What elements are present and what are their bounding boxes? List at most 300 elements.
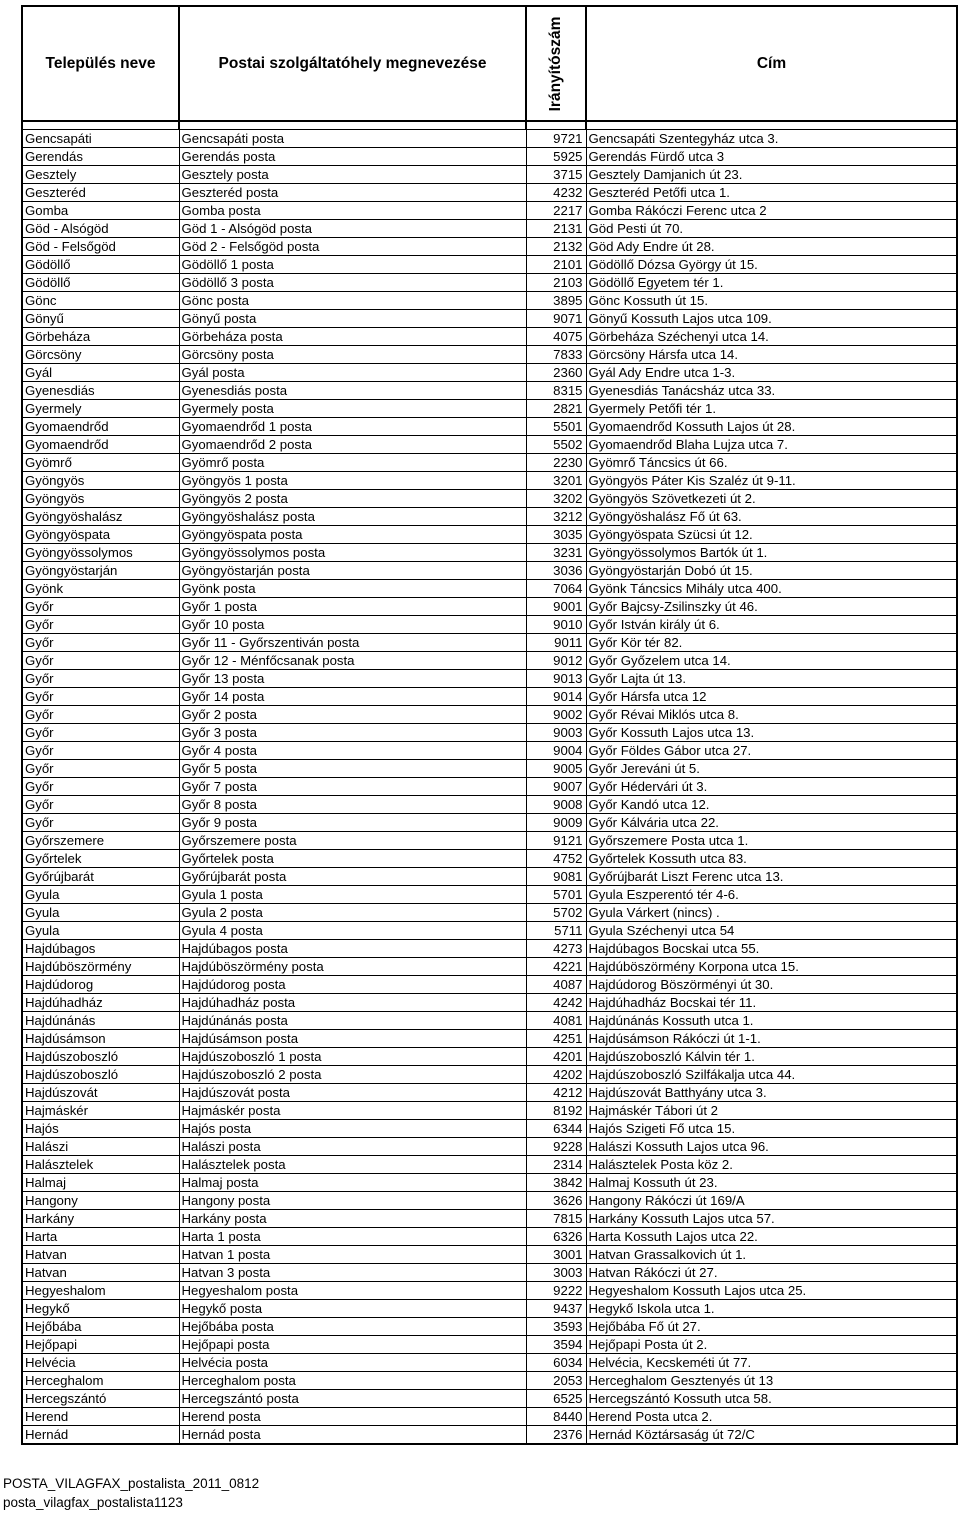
settlement-cell: Harkány (22, 1210, 179, 1228)
settlement-cell: Győr (22, 634, 179, 652)
postal-code-cell: 7833 (526, 346, 586, 364)
service-point-cell: Halásztelek posta (179, 1156, 526, 1174)
postal-code-cell: 2376 (526, 1426, 586, 1445)
address-cell: Győr Hársfa utca 12 (586, 688, 957, 706)
service-point-cell: Hangony posta (179, 1192, 526, 1210)
settlement-cell: Győrtelek (22, 850, 179, 868)
table-row (22, 1336, 957, 1354)
postal-code-cell: 2314 (526, 1156, 586, 1174)
settlement-cell: Helvécia (22, 1354, 179, 1372)
settlement-cell: Gomba (22, 202, 179, 220)
postal-code-cell: 3231 (526, 544, 586, 562)
postal-code-cell: 9081 (526, 868, 586, 886)
table-row (22, 760, 957, 778)
address-cell: Gyöngyöshalász Fő út 63. (586, 508, 957, 526)
settlement-cell: Gyermely (22, 400, 179, 418)
service-point-cell: Hajós posta (179, 1120, 526, 1138)
table-row (22, 1174, 957, 1192)
service-point-cell: Gyöngyös 2 posta (179, 490, 526, 508)
service-point-cell: Hajdúsámson posta (179, 1030, 526, 1048)
postal-code-cell: 3593 (526, 1318, 586, 1336)
postal-code-cell: 9014 (526, 688, 586, 706)
header-settlement-name: Település neve (22, 6, 179, 121)
settlement-cell: Gyönk (22, 580, 179, 598)
table-row (22, 598, 957, 616)
postal-code-cell: 4752 (526, 850, 586, 868)
settlement-cell: Gyál (22, 364, 179, 382)
settlement-cell: Győr (22, 652, 179, 670)
settlement-cell: Görcsöny (22, 346, 179, 364)
address-cell: Győr István király út 6. (586, 616, 957, 634)
postal-code-cell: 4251 (526, 1030, 586, 1048)
table-row (22, 1012, 957, 1030)
settlement-cell: Gyöngyöshalász (22, 508, 179, 526)
table-row (22, 580, 957, 598)
address-cell: Hejőpapi Posta út 2. (586, 1336, 957, 1354)
service-point-cell: Gyomaendrőd 1 posta (179, 418, 526, 436)
table-row (22, 1084, 957, 1102)
postal-code-cell: 9222 (526, 1282, 586, 1300)
settlement-cell: Halászi (22, 1138, 179, 1156)
address-cell: Hatvan Rákóczi út 27. (586, 1264, 957, 1282)
table-row (22, 724, 957, 742)
header-postal-code (526, 6, 586, 121)
service-point-cell: Hajdúnánás posta (179, 1012, 526, 1030)
address-cell: Gyöngyös Szövetkezeti út 2. (586, 490, 957, 508)
settlement-cell: Hajdúböszörmény (22, 958, 179, 976)
service-point-cell: Győr 4 posta (179, 742, 526, 760)
table-row (22, 1372, 957, 1390)
postal-code-cell: 4201 (526, 1048, 586, 1066)
settlement-cell: Hegyeshalom (22, 1282, 179, 1300)
settlement-cell: Herceghalom (22, 1372, 179, 1390)
settlement-cell: Győr (22, 724, 179, 742)
settlement-cell: Gönc (22, 292, 179, 310)
service-point-cell: Görcsöny posta (179, 346, 526, 364)
settlement-cell: Hajdúdorog (22, 976, 179, 994)
settlement-cell: Gyomaendrőd (22, 436, 179, 454)
address-cell: Győr Révai Miklós utca 8. (586, 706, 957, 724)
address-cell: Gencsapáti Szentegyház utca 3. (586, 130, 957, 148)
service-point-cell: Gyenesdiás posta (179, 382, 526, 400)
settlement-cell: Hajós (22, 1120, 179, 1138)
table-row (22, 526, 957, 544)
settlement-cell: Győr (22, 760, 179, 778)
service-point-cell: Hajmáskér posta (179, 1102, 526, 1120)
postal-code-cell: 3895 (526, 292, 586, 310)
settlement-cell: Győrújbarát (22, 868, 179, 886)
post-office-sheet (21, 5, 956, 1445)
settlement-cell: Hatvan (22, 1246, 179, 1264)
address-cell: Herceghalom Gesztenyés út 13 (586, 1372, 957, 1390)
postal-code-cell: 9005 (526, 760, 586, 778)
settlement-cell: Győr (22, 670, 179, 688)
table-row (22, 292, 957, 310)
table-row (22, 1426, 957, 1445)
table-row (22, 310, 957, 328)
service-point-cell: Herend posta (179, 1408, 526, 1426)
settlement-cell: Hajmáskér (22, 1102, 179, 1120)
table-row (22, 1282, 957, 1300)
settlement-cell: Gerendás (22, 148, 179, 166)
postal-code-cell: 6034 (526, 1354, 586, 1372)
settlement-cell: Gyöngyöspata (22, 526, 179, 544)
settlement-cell: Gyöngyös (22, 490, 179, 508)
service-point-cell: Gencsapáti posta (179, 130, 526, 148)
service-point-cell: Halászi posta (179, 1138, 526, 1156)
service-point-cell: Hajdúszovát posta (179, 1084, 526, 1102)
address-cell: Győrtelek Kossuth utca 83. (586, 850, 957, 868)
table-row (22, 1048, 957, 1066)
table-row (22, 166, 957, 184)
table-row (22, 742, 957, 760)
service-point-cell: Geszteréd posta (179, 184, 526, 202)
postal-code-cell: 7064 (526, 580, 586, 598)
address-cell: Hajdúnánás Kossuth utca 1. (586, 1012, 957, 1030)
table-row (22, 562, 957, 580)
service-point-cell: Gyönk posta (179, 580, 526, 598)
postal-code-cell: 9437 (526, 1300, 586, 1318)
settlement-cell: Gödöllő (22, 256, 179, 274)
settlement-cell: Hajdúhadház (22, 994, 179, 1012)
address-cell: Gyula Széchenyi utca 54 (586, 922, 957, 940)
table-row (22, 544, 957, 562)
address-cell: Hernád Köztársaság út 72/C (586, 1426, 957, 1445)
postal-code-cell: 5711 (526, 922, 586, 940)
address-cell: Győr Földes Gábor utca 27. (586, 742, 957, 760)
service-point-cell: Harta 1 posta (179, 1228, 526, 1246)
postal-code-cell: 2217 (526, 202, 586, 220)
address-cell: Görbeháza Széchenyi utca 14. (586, 328, 957, 346)
service-point-cell: Hatvan 1 posta (179, 1246, 526, 1264)
table-row (22, 1318, 957, 1336)
table-row (22, 508, 957, 526)
address-cell: Herend Posta utca 2. (586, 1408, 957, 1426)
settlement-cell: Gönyű (22, 310, 179, 328)
table-row (22, 490, 957, 508)
postal-code-cell: 2821 (526, 400, 586, 418)
address-cell: Gyömrő Táncsics út 66. (586, 454, 957, 472)
service-point-cell: Hernád posta (179, 1426, 526, 1445)
postal-code-cell: 9013 (526, 670, 586, 688)
footer-line-1: POSTA_VILAGFAX_postalista_2011_0812 (3, 1476, 260, 1491)
settlement-cell: Hajdúszoboszló (22, 1048, 179, 1066)
postal-code-cell: 2360 (526, 364, 586, 382)
settlement-cell: Halmaj (22, 1174, 179, 1192)
address-cell: Gyönk Táncsics Mihály utca 400. (586, 580, 957, 598)
settlement-cell: Győr (22, 796, 179, 814)
address-cell: Hangony Rákóczi út 169/A (586, 1192, 957, 1210)
table-row (22, 418, 957, 436)
settlement-cell: Hajdúsámson (22, 1030, 179, 1048)
service-point-cell: Gomba posta (179, 202, 526, 220)
table-row (22, 814, 957, 832)
address-cell: Hajdúböszörmény Korpona utca 15. (586, 958, 957, 976)
postal-code-cell: 3001 (526, 1246, 586, 1264)
table-row (22, 778, 957, 796)
table-row (22, 868, 957, 886)
table-body (22, 121, 957, 1444)
service-point-cell: Gesztely posta (179, 166, 526, 184)
postal-code-cell: 8192 (526, 1102, 586, 1120)
settlement-cell: Gesztely (22, 166, 179, 184)
postal-code-cell: 9009 (526, 814, 586, 832)
table-row (22, 274, 957, 292)
postal-code-cell: 3003 (526, 1264, 586, 1282)
postal-code-cell: 2131 (526, 220, 586, 238)
table-row (22, 832, 957, 850)
settlement-cell: Hajdúnánás (22, 1012, 179, 1030)
postal-code-cell: 4212 (526, 1084, 586, 1102)
table-row (22, 382, 957, 400)
service-point-cell: Hajdúszoboszló 2 posta (179, 1066, 526, 1084)
service-point-cell: Hejőbába posta (179, 1318, 526, 1336)
address-cell: Hajmáskér Tábori út 2 (586, 1102, 957, 1120)
postal-code-cell: 4232 (526, 184, 586, 202)
postal-code-cell: 9003 (526, 724, 586, 742)
postal-code-cell: 6326 (526, 1228, 586, 1246)
service-point-cell: Győrszemere posta (179, 832, 526, 850)
postal-code-cell: 4202 (526, 1066, 586, 1084)
table-row (22, 1228, 957, 1246)
address-cell: Győr Hédervári út 3. (586, 778, 957, 796)
service-point-cell: Görbeháza posta (179, 328, 526, 346)
table-row (22, 220, 957, 238)
service-point-cell: Göd 1 - Alsógöd posta (179, 220, 526, 238)
table-row (22, 148, 957, 166)
table-row (22, 202, 957, 220)
service-point-cell: Hatvan 3 posta (179, 1264, 526, 1282)
address-cell: Göd Ady Endre út 28. (586, 238, 957, 256)
postal-code-cell: 8440 (526, 1408, 586, 1426)
table-row (22, 922, 957, 940)
footer-line-2: posta_vilagfax_postalista1123 (3, 1495, 183, 1510)
address-cell: Győr Kandó utca 12. (586, 796, 957, 814)
table-row (22, 184, 957, 202)
table-row (22, 1156, 957, 1174)
service-point-cell: Gyöngyös 1 posta (179, 472, 526, 490)
address-cell: Hegyeshalom Kossuth Lajos utca 25. (586, 1282, 957, 1300)
service-point-cell: Gyomaendrőd 2 posta (179, 436, 526, 454)
postal-code-cell: 9007 (526, 778, 586, 796)
service-point-cell: Hercegszántó posta (179, 1390, 526, 1408)
settlement-cell: Hajdúszoboszló (22, 1066, 179, 1084)
address-cell: Hajdúszoboszló Szilfákalja utca 44. (586, 1066, 957, 1084)
postal-code-cell: 3842 (526, 1174, 586, 1192)
table-row (22, 1210, 957, 1228)
table-row (22, 886, 957, 904)
table-row (22, 670, 957, 688)
settlement-cell: Hajdúbagos (22, 940, 179, 958)
table-row (22, 1030, 957, 1048)
service-point-cell: Gönyű posta (179, 310, 526, 328)
postal-code-cell: 9071 (526, 310, 586, 328)
table-row (22, 976, 957, 994)
settlement-cell: Győr (22, 778, 179, 796)
address-cell: Gyula Várkert (nincs) . (586, 904, 957, 922)
table-row (22, 1138, 957, 1156)
postal-code-cell: 2103 (526, 274, 586, 292)
address-cell: Győrújbarát Liszt Ferenc utca 13. (586, 868, 957, 886)
service-point-cell: Gyál posta (179, 364, 526, 382)
settlement-cell: Győr (22, 814, 179, 832)
address-cell: Halászi Kossuth Lajos utca 96. (586, 1138, 957, 1156)
service-point-cell: Győr 7 posta (179, 778, 526, 796)
address-cell: Győr Győzelem utca 14. (586, 652, 957, 670)
table-row (22, 472, 957, 490)
service-point-cell: Győr 12 - Ménfőcsanak posta (179, 652, 526, 670)
address-cell: Hajdúsámson Rákóczi út 1-1. (586, 1030, 957, 1048)
header-address: Cím (586, 6, 957, 121)
postal-code-cell: 6525 (526, 1390, 586, 1408)
service-point-cell: Hajdúdorog posta (179, 976, 526, 994)
service-point-cell: Győrtelek posta (179, 850, 526, 868)
service-point-cell: Gyula 4 posta (179, 922, 526, 940)
post-office-table (21, 5, 958, 1445)
service-point-cell: Győr 10 posta (179, 616, 526, 634)
table-row (22, 994, 957, 1012)
service-point-cell: Gönc posta (179, 292, 526, 310)
table-row (22, 1354, 957, 1372)
postal-code-cell: 5925 (526, 148, 586, 166)
postal-code-cell: 3715 (526, 166, 586, 184)
table-row (22, 850, 957, 868)
settlement-cell: Gyöngyöstarján (22, 562, 179, 580)
service-point-cell: Győr 11 - Győrszentiván posta (179, 634, 526, 652)
settlement-cell: Hejőbába (22, 1318, 179, 1336)
postal-code-cell: 5701 (526, 886, 586, 904)
address-cell: Helvécia, Kecskeméti út 77. (586, 1354, 957, 1372)
service-point-cell: Halmaj posta (179, 1174, 526, 1192)
settlement-cell: Hernád (22, 1426, 179, 1445)
address-cell: Halásztelek Posta köz 2. (586, 1156, 957, 1174)
address-cell: Görcsöny Hársfa utca 14. (586, 346, 957, 364)
settlement-cell: Herend (22, 1408, 179, 1426)
settlement-cell: Győr (22, 598, 179, 616)
address-cell: Gomba Rákóczi Ferenc utca 2 (586, 202, 957, 220)
service-point-cell: Gyermely posta (179, 400, 526, 418)
postal-code-cell: 9001 (526, 598, 586, 616)
table-row (22, 1408, 957, 1426)
address-cell: Hercegszántó Kossuth utca 58. (586, 1390, 957, 1408)
postal-code-cell: 8315 (526, 382, 586, 400)
settlement-cell: Gyula (22, 922, 179, 940)
settlement-cell: Gyöngyössolymos (22, 544, 179, 562)
service-point-cell: Hegyeshalom posta (179, 1282, 526, 1300)
postal-code-cell: 9721 (526, 130, 586, 148)
postal-code-cell: 9228 (526, 1138, 586, 1156)
table-row (22, 688, 957, 706)
address-cell: Győr Kör tér 82. (586, 634, 957, 652)
service-point-cell: Gyula 2 posta (179, 904, 526, 922)
address-cell: Hajós Szigeti Fő utca 15. (586, 1120, 957, 1138)
postal-code-cell: 4273 (526, 940, 586, 958)
settlement-cell: Hajdúszovát (22, 1084, 179, 1102)
settlement-cell: Győr (22, 616, 179, 634)
postal-code-cell: 5502 (526, 436, 586, 454)
service-point-cell: Harkány posta (179, 1210, 526, 1228)
address-cell: Hajdúhadház Bocskai tér 11. (586, 994, 957, 1012)
postal-code-cell: 9002 (526, 706, 586, 724)
table-row (22, 1066, 957, 1084)
address-cell: Gyula Eszperentó tér 4-6. (586, 886, 957, 904)
address-cell: Hajdúbagos Bocskai utca 55. (586, 940, 957, 958)
table-row (22, 364, 957, 382)
postal-code-cell: 4087 (526, 976, 586, 994)
table-row (22, 454, 957, 472)
address-cell: Gyöngyössolymos Bartók út 1. (586, 544, 957, 562)
address-cell: Győr Kossuth Lajos utca 13. (586, 724, 957, 742)
service-point-cell: Gyöngyöshalász posta (179, 508, 526, 526)
settlement-cell: Hercegszántó (22, 1390, 179, 1408)
postal-code-cell: 3035 (526, 526, 586, 544)
service-point-cell: Göd 2 - Felsőgöd posta (179, 238, 526, 256)
service-point-cell: Győrújbarát posta (179, 868, 526, 886)
settlement-cell: Győr (22, 688, 179, 706)
settlement-cell: Győr (22, 706, 179, 724)
postal-code-cell: 5702 (526, 904, 586, 922)
settlement-cell: Gyenesdiás (22, 382, 179, 400)
postal-code-cell: 9012 (526, 652, 586, 670)
address-cell: Gyöngyöspata Szücsi út 12. (586, 526, 957, 544)
service-point-cell: Hajdúszoboszló 1 posta (179, 1048, 526, 1066)
table-row (22, 1264, 957, 1282)
address-cell: Gyomaendrőd Kossuth Lajos út 28. (586, 418, 957, 436)
table-row (22, 616, 957, 634)
address-cell: Harkány Kossuth Lajos utca 57. (586, 1210, 957, 1228)
service-point-cell: Hajdúbagos posta (179, 940, 526, 958)
settlement-cell: Harta (22, 1228, 179, 1246)
table-row (22, 256, 957, 274)
address-cell: Gyöngyöstarján Dobó út 15. (586, 562, 957, 580)
address-cell: Gönc Kossuth út 15. (586, 292, 957, 310)
service-point-cell: Győr 9 posta (179, 814, 526, 832)
address-cell: Gyenesdiás Tanácsház utca 33. (586, 382, 957, 400)
address-cell: Hejőbába Fő út 27. (586, 1318, 957, 1336)
address-cell: Hegykő Iskola utca 1. (586, 1300, 957, 1318)
postal-code-cell: 6344 (526, 1120, 586, 1138)
service-point-cell: Gyöngyöspata posta (179, 526, 526, 544)
address-cell: Halmaj Kossuth út 23. (586, 1174, 957, 1192)
service-point-cell: Győr 2 posta (179, 706, 526, 724)
table-row (22, 796, 957, 814)
settlement-cell: Gyomaendrőd (22, 418, 179, 436)
address-cell: Győr Lajta út 13. (586, 670, 957, 688)
postal-code-cell: 4221 (526, 958, 586, 976)
address-cell: Harta Kossuth Lajos utca 22. (586, 1228, 957, 1246)
service-point-cell: Hejőpapi posta (179, 1336, 526, 1354)
address-cell: Geszteréd Petőfi utca 1. (586, 184, 957, 202)
settlement-cell: Görbeháza (22, 328, 179, 346)
table-row (22, 1390, 957, 1408)
table-row (22, 1246, 957, 1264)
table-row (22, 1120, 957, 1138)
address-cell: Gyöngyös Páter Kis Szaléz út 9-11. (586, 472, 957, 490)
service-point-cell: Győr 14 posta (179, 688, 526, 706)
postal-code-cell: 9011 (526, 634, 586, 652)
postal-code-cell: 2230 (526, 454, 586, 472)
service-point-cell: Gyömrő posta (179, 454, 526, 472)
table-row (22, 706, 957, 724)
postal-code-cell: 2053 (526, 1372, 586, 1390)
postal-code-cell: 3594 (526, 1336, 586, 1354)
service-point-cell: Győr 5 posta (179, 760, 526, 778)
service-point-cell: Hajdúböszörmény posta (179, 958, 526, 976)
settlement-cell: Hatvan (22, 1264, 179, 1282)
postal-code-cell: 3212 (526, 508, 586, 526)
table-row (22, 634, 957, 652)
postal-code-cell: 3201 (526, 472, 586, 490)
